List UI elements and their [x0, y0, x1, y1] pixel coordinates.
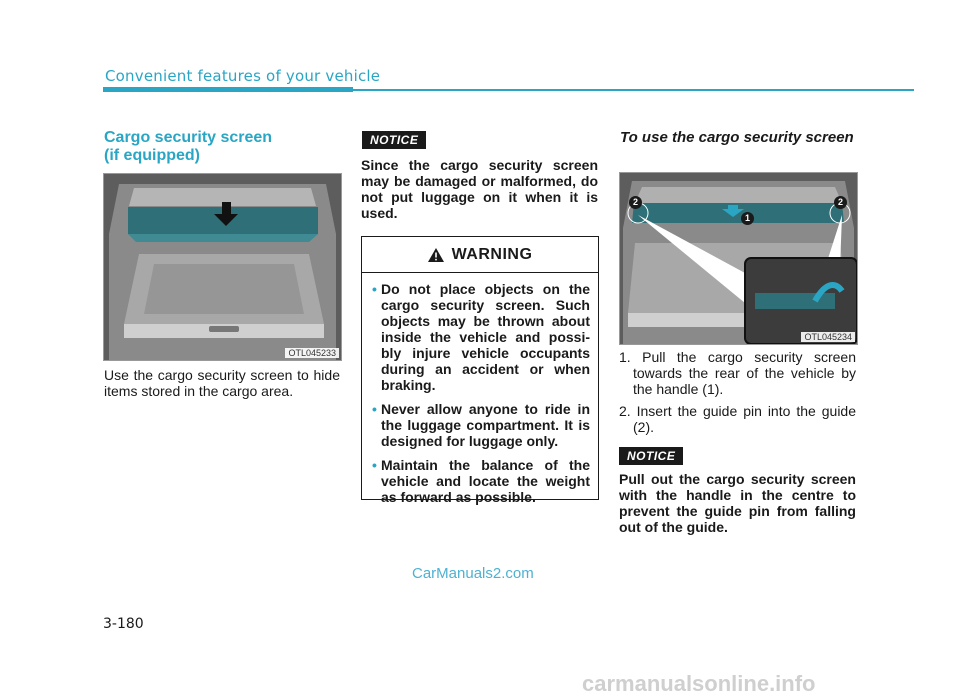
- heading-line-2: (if equipped): [104, 147, 200, 164]
- warning-item: [372, 401, 590, 449]
- warning-item-text: Maintain the balance of the vehicle and locate the weight as forward as possible.: [381, 457, 590, 505]
- section-heading: [104, 129, 344, 165]
- notice-badge: NOTICE: [619, 447, 683, 465]
- usage-subheading: To use the cargo security screen: [620, 129, 854, 146]
- intro-paragraph: Use the cargo security screen to hide items stored in the cargo area.: [104, 367, 340, 399]
- section-title: Convenient features of your vehicle: [105, 67, 381, 85]
- cargo-screen-illustration: [620, 173, 857, 344]
- step-item: 1. Pull the cargo security screen towards the rear of the vehicle by the handle (1).: [619, 349, 856, 397]
- notice-text: Since the cargo security screen may be damaged or malformed, do not put luggage on it when it is used.: [361, 157, 598, 221]
- header-rule-thin: [353, 89, 914, 91]
- cargo-area-illustration: [104, 174, 341, 360]
- warning-title: WARNING: [451, 245, 533, 263]
- warning-triangle-icon: [428, 248, 444, 262]
- site-watermark: carmanualsonline.info: [582, 671, 816, 696]
- bullet-icon: •: [372, 401, 377, 417]
- warning-item: [372, 281, 590, 393]
- warning-item-text: Do not place objects on the cargo security screen. Such objects may be thrown about inside the vehicle and possi-bly injure vehicle occupants during an accident or when braking.: [381, 281, 590, 393]
- warning-item-text: Never allow anyone to ride in the luggage compartment. It is designed for luggage only.: [381, 401, 590, 449]
- heading-line-1: Cargo security screen: [104, 129, 273, 146]
- callout-2-left: 2: [629, 196, 642, 209]
- page-number: 3-180: [103, 616, 144, 632]
- warning-header: [362, 237, 598, 273]
- image-code: OTL045234: [801, 332, 855, 342]
- notice-text: Pull out the cargo security screen with the handle in the centre to prevent the guide pin from falling out of the guide.: [619, 471, 856, 535]
- warning-item: [372, 457, 590, 505]
- step-item: 2. Insert the guide pin into the guide (2).: [619, 403, 856, 435]
- notice-badge: NOTICE: [362, 131, 426, 149]
- warning-list: [362, 273, 598, 505]
- callout-1: 1: [741, 212, 754, 225]
- callout-2-right: 2: [834, 196, 847, 209]
- header-rule-thick: [103, 87, 353, 92]
- steps-list: [619, 349, 856, 441]
- cargo-area-photo: [103, 173, 342, 361]
- image-code: OTL045233: [285, 348, 339, 358]
- bullet-icon: •: [372, 457, 377, 473]
- cargo-screen-usage-photo: [619, 172, 858, 345]
- watermark-link[interactable]: CarManuals2.com: [412, 565, 534, 582]
- warning-box: [361, 236, 599, 505]
- bullet-icon: •: [372, 281, 377, 297]
